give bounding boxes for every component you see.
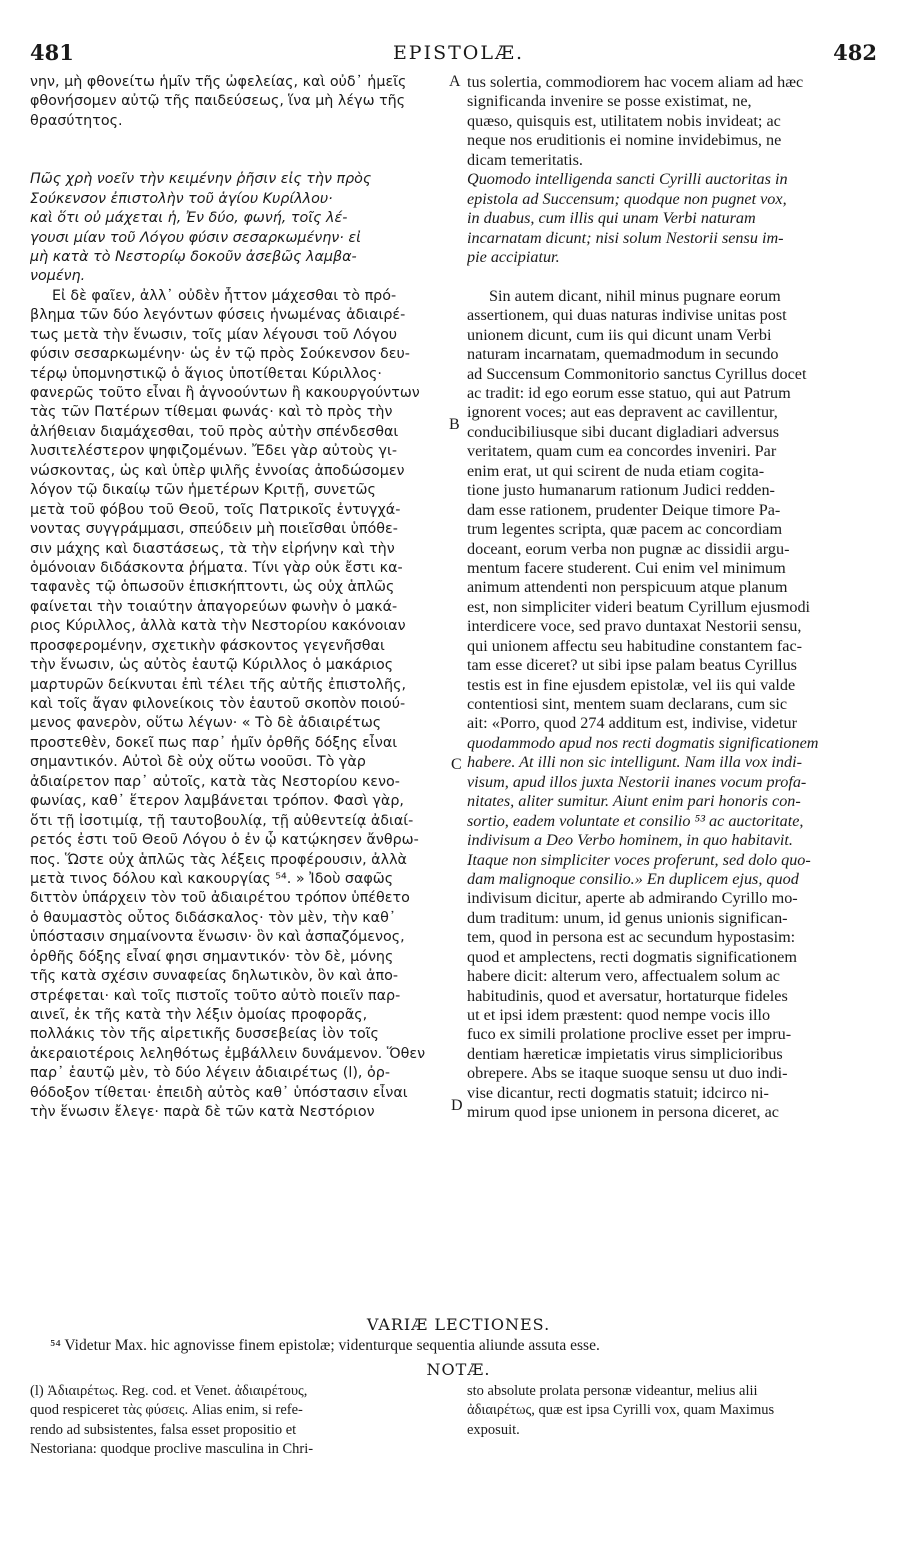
text-line: tus solertia, commodiorem hac vocem aliam ad hæc (467, 73, 804, 91)
text-line: contentiosi sint, mentem suam declarans, cum sic (467, 695, 788, 713)
text-line: πος. Ὥστε οὐχ ἁπλῶς τὰς λέξεις προφέρουσιν, ἀλλὰ (30, 851, 407, 868)
text-line: dentiam hæreticæ impietatis virus simplicioribus (467, 1044, 783, 1063)
text-line: προσφερομένην, σχετικὴν φάσκοντος γεγενῆσθαι (30, 637, 385, 654)
margin-letter-a: A (449, 73, 461, 90)
spacer (30, 131, 444, 150)
text-line: neque nos eruditionis ei nomine invidebimus, ne (467, 131, 782, 150)
text-line: Quomodo intelligenda sancti Cyrilli auctoritas in (467, 170, 788, 189)
note-line: ἀδιαιρέτως, quæ est ipsa Cyrilli vox, quam Maximus (467, 1402, 775, 1419)
text-line: ὁμόνοιαν διδάσκοντα ῥήματα. Τίνι γὰρ οὐκ ἔστι κα- (30, 559, 403, 576)
text-line: μετὰ τινος δόλου καὶ κακουργίας ⁵⁴. » Ἰδοὺ σαφῶς (30, 870, 394, 887)
variae-text: ⁵⁴ Videtur Max. hic agnovisse finem epistolæ; videnturque sequentia aliunde assuta esse. (50, 1337, 600, 1354)
text-line: γουσι μίαν τοῦ Λόγου φύσιν σεσαρκωμένην· εἰ (30, 229, 361, 246)
text-line: doceant, eorum verba non pugnæ ac dissidii argu- (467, 539, 790, 558)
text-line: λόγον τῷ δικαίῳ τῶν ἡμετέρων Κριτῇ, συνετῶς (30, 482, 376, 499)
text-line: ρετός ἐστι τοῦ Θεοῦ Λόγου ὁ ἐν ᾧ κατῴκησεν ἄνθρω- (30, 832, 419, 849)
text-line: epistola ad Succensum; quodque non pugnet vox, (467, 189, 787, 208)
notes-right (467, 1382, 880, 1440)
text-line: ριος Κύριλλος, ἀλλὰ κατὰ τὴν Νεστορίου κακόνοιαν (30, 618, 406, 635)
text-line: νώσκοντας, ὡς καὶ ὑπὲρ ψιλῆς ἐννοίας ἀποδώσομεν (30, 462, 405, 479)
text-line: τῆς κατὰ σχέσιν συναφείας δηλωτικὸν, ὃν καὶ ἀπο- (30, 968, 398, 985)
text-line: φύσιν σεσαρκωμένην· ὡς ἐν τῷ πρὸς Σούκενσον δευ- (30, 346, 410, 363)
text-line: sortio, eadem voluntate et consilio ⁵³ ac auctoritate, (467, 811, 804, 830)
text-line: φανερῶς τοῦτο εἶναι ἢ ἀγνοούντων ἢ κακουργούντων (30, 385, 420, 401)
text-line: mirum quod ipse unionem in persona diceret, ac (467, 1103, 779, 1122)
text-line: interdicere voce, sed pravo duntaxat Nestorii sensu, (467, 617, 802, 636)
text-line: μενος φανερὸν, οὕτω λέγων· « Τὸ δὲ ἀδιαιρέτως (30, 715, 382, 732)
text-line: πολλάκις τὸν τῆς αἱρετικῆς δυσσεβείας ἰὸν τοῖς (30, 1026, 379, 1043)
note-line: sto absolute prolata personæ videantur, melius alii (467, 1383, 758, 1399)
text-line: τὰς τῶν Πατέρων τίθεμαι φωνάς· καὶ τὸ πρὸς τὴν (30, 404, 393, 421)
text-line: ὀρθῆς δόξης εἶναί φησι σημαντικόν· τὸν δὲ, μόνης (30, 948, 394, 965)
text-line: φαίνεται τὴν τοιαύτην ἀπαγορεύων φωνὴν ὁ μακά- (30, 598, 398, 615)
page-number-right: 482 (833, 40, 877, 65)
text-line: Πῶς χρὴ νοεῖν τὴν κειμένην ῥῆσιν εἰς τὴν πρὸς (30, 171, 372, 188)
text-line: assertionem, qui duas naturas indivise unitas post (467, 306, 787, 325)
note-line: rendo ad subsistentes, falsa esset propositio et (30, 1421, 297, 1438)
note-line: Nestoriana: quodque proclive masculina in Chri- (30, 1441, 314, 1458)
text-line: tam esse diceret? ut sibi ipse palam beatus Cyrillus (467, 656, 797, 675)
text-line: tione justo humanarum rationum Judici redden- (467, 481, 775, 500)
text-line: ὁ θαυμαστὸς οὗτος διδάσκαλος· τὸν μὲν, τὴν καθ᾽ (30, 909, 397, 926)
text-line: habitudinis, quod et aversatur, hortaturque fideles (467, 986, 788, 1005)
text-line: habere dicit: alterum vero, affectualem solum ac (467, 967, 780, 986)
text-line: ait: «Porro, quod 274 additum est, indivise, videtur (467, 714, 798, 733)
text-line: est, non simpliciter videri beatum Cyrillum ejusmodi (467, 597, 811, 616)
text-line: ac tradit: id ego eorum esse statuo, qui aut Patrum (467, 384, 791, 402)
text-line: indivisum dicitur, aperte ab admirando Cyrillo mo- (467, 889, 798, 908)
margin-letter-b: B (449, 416, 460, 433)
notes-left (30, 1382, 444, 1460)
text-line: significanda invenire se posse existimat, ne, (467, 92, 752, 111)
text-line: βλημα τῶν δύο λεγόντων φύσεις ἡνωμένας ἀδιαιρέ- (30, 307, 406, 324)
text-line: φθονήσομεν αὐτῷ τῆς παιδεύσεως, ἵνα μὴ λέγω τῆς (30, 93, 406, 110)
text-line: vise dicantur, recti dogmatis statuit; idcirco ni- (467, 1083, 769, 1102)
page-header (0, 40, 917, 70)
text-line: ταφανὲς τῷ ὁπωσοῦν ἐπισκήπτοντι, ὡς οὐχ ἁπλῶς (30, 579, 395, 596)
text-line: enim erat, ut qui scirent de nuda etiam cogita- (467, 461, 765, 480)
text-line: veritatem, quam cum ea concordes inveniri. Par (467, 442, 777, 461)
note-line: (l) Ἀδιαιρέτως. Reg. cod. et Venet. ἀδιαιρέτους, (30, 1383, 308, 1399)
text-line: ἀλήθειαν διαμάχεσθαι, τοῦ πρὸς αὐτὴν σπένδεσθαι (30, 423, 399, 440)
text-line: νοντας συγγράμμασι, σπεύδειν μὴ ποιεῖσθαι ὑπόθε- (30, 521, 398, 538)
text-line: conducibiliusque sibi ducant digladiari adversus (467, 422, 779, 441)
text-line: τέρῳ ὑπομνηστικῷ ὁ ἅγιος ὑποτίθεται Κύριλλος· (30, 365, 382, 382)
text-line: Σούκενσον ἐπιστολὴν τοῦ ἁγίου Κυρίλλου· (30, 190, 333, 207)
text-line: fuco ex simili prolatione proclive esset per impru- (467, 1025, 792, 1044)
text-line: dam malignoque consilio.» En duplicem ejus, quod (467, 869, 799, 888)
text-line: visum, apud illos juxta Nestorii inanes vocum profa- (467, 772, 807, 791)
text-line: νομένη. (30, 268, 86, 285)
margin-letter-d: D (451, 1097, 463, 1114)
note-line: quod respiceret τὰς φύσεις. Alias enim, si refe- (30, 1402, 303, 1419)
text-line: καὶ τοῖς ἄγαν φιλονείκοις τὸν ἑαυτοῦ σκοπὸν ποιού- (30, 696, 406, 712)
text-line: quæso, quisquis est, utilitatem nobis invideat; ac (467, 111, 781, 130)
text-line: ὅτι τῇ ἰσοτιμίᾳ, τῇ ταυτοβουλίᾳ, τῇ αὐθεντείᾳ ἀδιαί- (30, 812, 414, 829)
text-line: dam esse rationem, prudenter Deique timore Pa- (467, 500, 781, 519)
text-line: θρασύτητος. (30, 112, 123, 129)
running-title: EPISTOLÆ. (392, 42, 525, 64)
text-line: παρ᾽ ἑαυτῷ μὲν, τὸ δύο λέγειν ἀδιαιρέτως (l), ὀρ- (30, 1065, 390, 1082)
note-line: exposuit. (467, 1421, 520, 1438)
text-line: tem, quod in persona est ac secundum hypostasim: (467, 928, 796, 947)
greek-column (30, 73, 444, 1123)
text-line: μετὰ τοῦ φόβου τοῦ Θεοῦ, τοῖς Πατρικοῖς ἐντυγχά- (30, 501, 401, 518)
latin-column (467, 73, 880, 1123)
text-line: dum traditum: unum, id genus unionis significan- (467, 908, 788, 927)
text-line: quod et amplectens, recti dogmatis significationem (467, 947, 797, 966)
text-line: habere. At illi non sic intelligunt. Nam illa vox indi- (467, 753, 802, 772)
text-line: φωνίας, καθ᾽ ἕτερον λαμβάνεται τρόπον. Φασὶ γὰρ, (30, 793, 404, 810)
text-line: λυσιτελέστερον ψηφιζομένων. Ἔδει γὰρ αὐτοὺς γι- (30, 443, 397, 460)
text-line: Sin autem dicant, nihil minus pugnare eorum (489, 286, 781, 305)
text-line: incarnatam dicunt; nisi solum Nestorii sensu im- (467, 228, 784, 247)
text-line: ignorent voces; aut eas depravent ac cavillentur, (467, 403, 778, 422)
spacer (467, 267, 880, 286)
text-line: αινεῖ, ἐκ τῆς κατὰ τὴν λέξιν ὁμοίας προφορᾶς, (30, 1007, 368, 1023)
text-line: σιν μάχης καὶ διαστάσεως, τὰ τὴν εἰρήνην καὶ τὴν (30, 540, 395, 557)
text-line: qui unionem affectu seu habitudine constantem fac- (467, 636, 803, 655)
text-line: ut et ipsi idem præstent: quod nempe vocis illo (467, 1006, 771, 1024)
margin-letter-c: C (451, 756, 462, 773)
text-line: μαρτυρῶν δείκνυται ἐπὶ τέλει τῆς αὐτῆς ἐπιστολῆς, (30, 676, 407, 693)
text-line: dicam temeritatis. (467, 150, 583, 169)
text-line: quodammodo apud nos recti dogmatis significationem (467, 733, 819, 752)
text-line: νην, μὴ φθονείτω ἡμῖν τῆς ὠφελείας, καὶ οὐδ᾽ ἡμεῖς (30, 74, 407, 90)
text-line: μὴ κατὰ τὸ Νεστορίῳ δοκοῦν ἀσεβῶς λαμβα- (30, 248, 357, 265)
text-line: Itaque non simpliciter voces proferunt, sed dolo quo- (467, 850, 811, 869)
variae-heading: VARIÆ LECTIONES. (366, 1315, 551, 1334)
text-line: τὴν ἕνωσιν, ὡς αὐτὸς ἑαυτῷ Κύριλλος ὁ μακάριος (30, 657, 394, 674)
text-line: θόδοξον τίθεται· ἐπειδὴ αὐτὸς καθ᾽ ὑπόστασιν εἶναι (30, 1084, 408, 1101)
text-line: ἀδιαίρετον παρ᾽ αὐτοῖς, κατὰ τὰς Νεστορίου κενο- (30, 773, 400, 790)
text-line: indivisum a Deo Verbo hominem, in quo habitavit. (467, 831, 793, 850)
text-line: in duabus, cum illis qui unam Verbi naturam (467, 209, 756, 228)
text-line: καὶ ὅτι οὐ μάχεται ἡ, Ἐν δύο, φωνή, τοῖς λέ- (30, 210, 348, 227)
text-line: ad Succensum Commonitorio sanctus Cyrillus docet (467, 364, 807, 383)
spacer (30, 151, 444, 170)
text-line: naturam incarnatam, quemadmodum in secundo (467, 345, 779, 364)
text-line: unionem dicunt, cum iis qui dicunt unam Verbi (467, 325, 772, 344)
notae-heading: NOTÆ. (426, 1360, 491, 1379)
text-line: obrepere. Abs se itaque suoque sensu ut duo indi- (467, 1064, 788, 1083)
text-line: nitates, aliter sumitur. Aiunt enim pari honoris con- (467, 792, 801, 811)
text-line: animum attendenti non perspicuum atque planum (467, 578, 788, 597)
text-line: ὑπόστασιν σημαίνοντα ἕνωσιν· ὃν καὶ ἀσπαζόμενος, (30, 929, 405, 946)
text-line: τως μετὰ τὴν ἕνωσιν, τοῖς μίαν λέγουσι τοῦ Λόγου (30, 326, 398, 343)
text-line: σημαντικόν. Αὐτοὶ δὲ οὐχ οὕτω νοοῦσι. Τὸ γὰρ (30, 754, 366, 771)
text-line: στρέφεται· καὶ τοῖς πιστοῖς τοῦτο αὐτὸ ποιεῖν παρ- (30, 987, 401, 1004)
text-line: ἀκεραιοτέροις λεληθότως ἐμβάλλειν δυνάμενον. Ὅθεν (30, 1045, 426, 1062)
text-line: προστεθὲν, δοκεῖ πως παρ᾽ ἡμῖν ὀρθῆς δόξης εἶναι (30, 734, 398, 751)
text-line: trum legentes scripta, quæ pacem ac concordiam (467, 520, 783, 539)
text-line: mentum facere studerent. Cui enim vel minimum (467, 558, 786, 577)
text-line: pie accipiatur. (467, 247, 560, 266)
text-line: Εἰ δὲ φαῖεν, ἀλλ᾽ οὐδὲν ἧττον μάχεσθαι τὸ πρό- (52, 287, 397, 304)
text-line: τὴν ἕνωσιν ἔλεγε· παρὰ δὲ τῶν κατὰ Νεστόριον (30, 1104, 375, 1121)
text-line: testis est in fine ejusdem epistolæ, vel iis qui valde (467, 675, 796, 694)
text-line: διττὸν ὑπάρχειν τὸν τοῦ ἀδιαιρέτου τρόπον ὑπέθετο (30, 890, 410, 907)
page-number-left: 481 (30, 40, 74, 65)
